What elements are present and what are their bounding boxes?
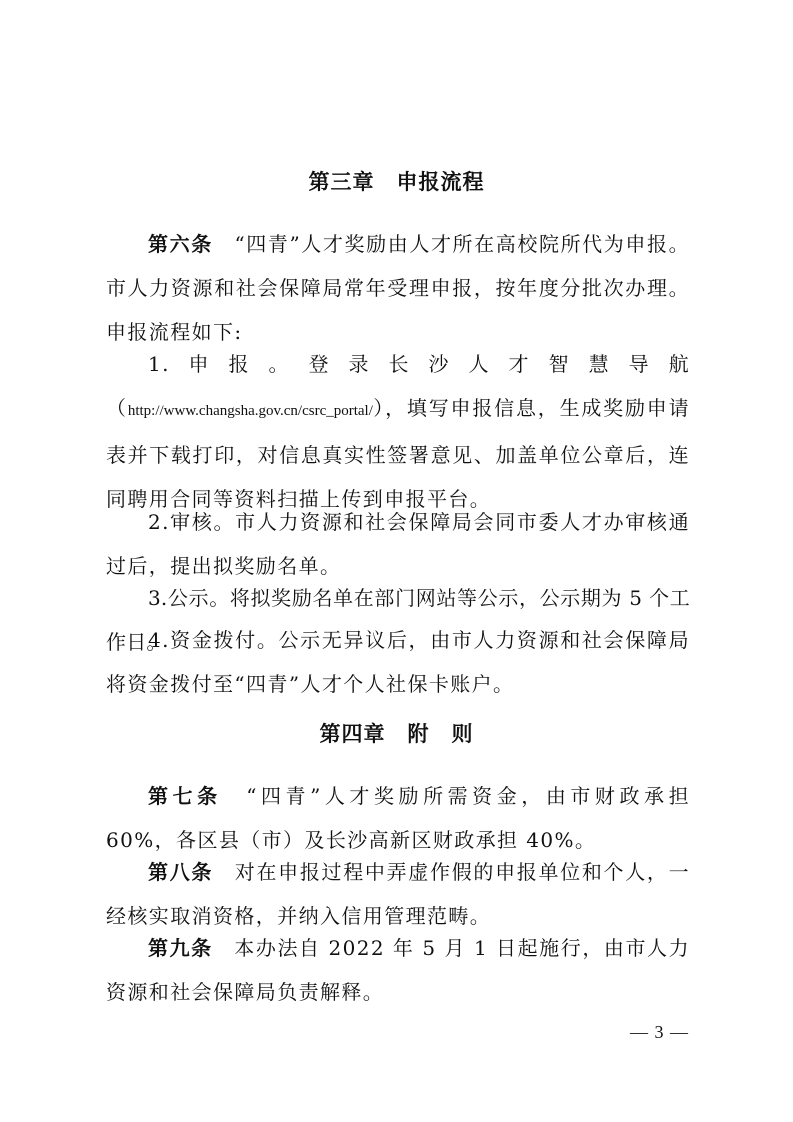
article-8-text: 对在申报过程中弄虚作假的申报单位和个人，一经核实取消资格，并纳入信用管理范畴。 [106,860,691,928]
step-2 [106,500,690,588]
article-6-label: 第六条 [148,232,213,256]
article-6 [106,222,690,354]
step-1-text-after: ），填写申报信息，生成奖励申请表并下载打印，对信息真实性签署意见、加盖单位公章后，连同聘用合同等资料扫描上传到申报平台。 [106,396,690,511]
article-7-label: 第七条 [148,784,222,808]
step-1 [106,342,690,521]
article-8 [106,850,690,938]
article-7 [106,774,690,862]
article-9-label: 第九条 [148,936,213,960]
step-4 [106,618,690,706]
article-9 [106,926,690,1014]
step-1-url: http://www.changsha.gov.cn/csrc_portal/ [127,403,373,419]
page-number: — 3 — [630,1022,689,1042]
chapter-3-title: 第三章 申报流程 [308,170,485,194]
chapter-4-title: 第四章 附 则 [319,722,474,746]
step-2-text: 2.审核。市人力资源和社会保障局会同市委人才办审核通过后，提出拟奖励名单。 [106,510,690,578]
step-3-text: 3.公示。将拟奖励名单在部门网站等公示，公示期为 5 个工作日。 [106,586,690,654]
article-9-text: 本办法自 2022 年 5 月 1 日起施行，由市人力资源和社会保障局负责解释。 [106,936,691,1004]
article-8-label: 第八条 [148,860,214,884]
step-1-text-before: 1.申报。登录长沙人才智慧导航（ [106,352,690,420]
article-7-text: “四青”人才奖励所需资金，由市财政承担 60%，各区县（市）及长沙高新区财政承担 40%。 [106,784,690,852]
step-4-text: 4.资金拨付。公示无异议后，由市人力资源和社会保障局将资金拨付至“四青”人才个人社保卡账户。 [106,628,690,696]
article-6-text: “四青”人才奖励由人才所在高校院所代为申报。市人力资源和社会保障局常年受理申报，按年度分批次办理。申报流程如下: [106,232,691,344]
